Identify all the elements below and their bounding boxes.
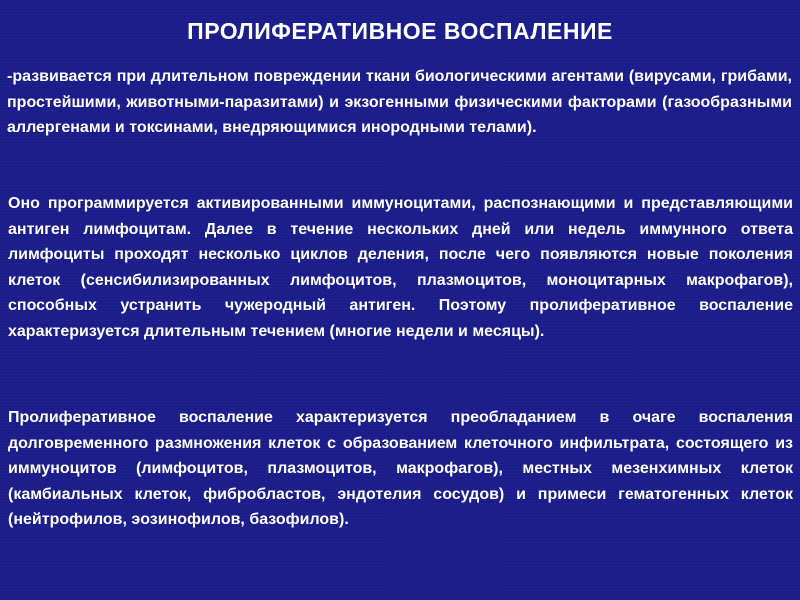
paragraph-characteristics: Пролиферативное воспаление характеризуется преобладанием в очаге воспаления долговременного размножения клеток с образованием клеточного инфильтрата, состоящего из иммуноцитов (лимфоцитов, плазмоцитов, макрофагов), местных мезенхимных клеток (камбиальных клеток, фибробластов, эндотелия сосудов) и примеси гематогенных клеток (нейтрофилов, эозинофилов, базофилов). [8,409,793,528]
paragraph-mechanism: Оно программируется активированными иммуноцитами, распознающими и представляющими антиген лимфоцитам. Далее в течение нескольких дней или недель иммунного ответа лимфоциты проходят несколько циклов деления, после чего появляются новые поколения клеток (сенсибилизированных лимфоцитов, плазмоцитов, моноцитарных макрофагов), способных устранить чужеродный антиген. Поэтому пролиферативное воспаление характеризуется длительным течением (многие недели и месяцы). [8,195,793,340]
paragraph-definition: -развивается при длительном повреждении ткани биологическими агентами (вирусами, грибами, простейшими, животными-паразитами) и экзогенными физическими факторами (газообразными аллергенами и токсинами, внедряющимися инородными телами). [7,68,792,136]
slide-title: ПРОЛИФЕРАТИВНОЕ ВОСПАЛЕНИЕ [187,18,613,44]
